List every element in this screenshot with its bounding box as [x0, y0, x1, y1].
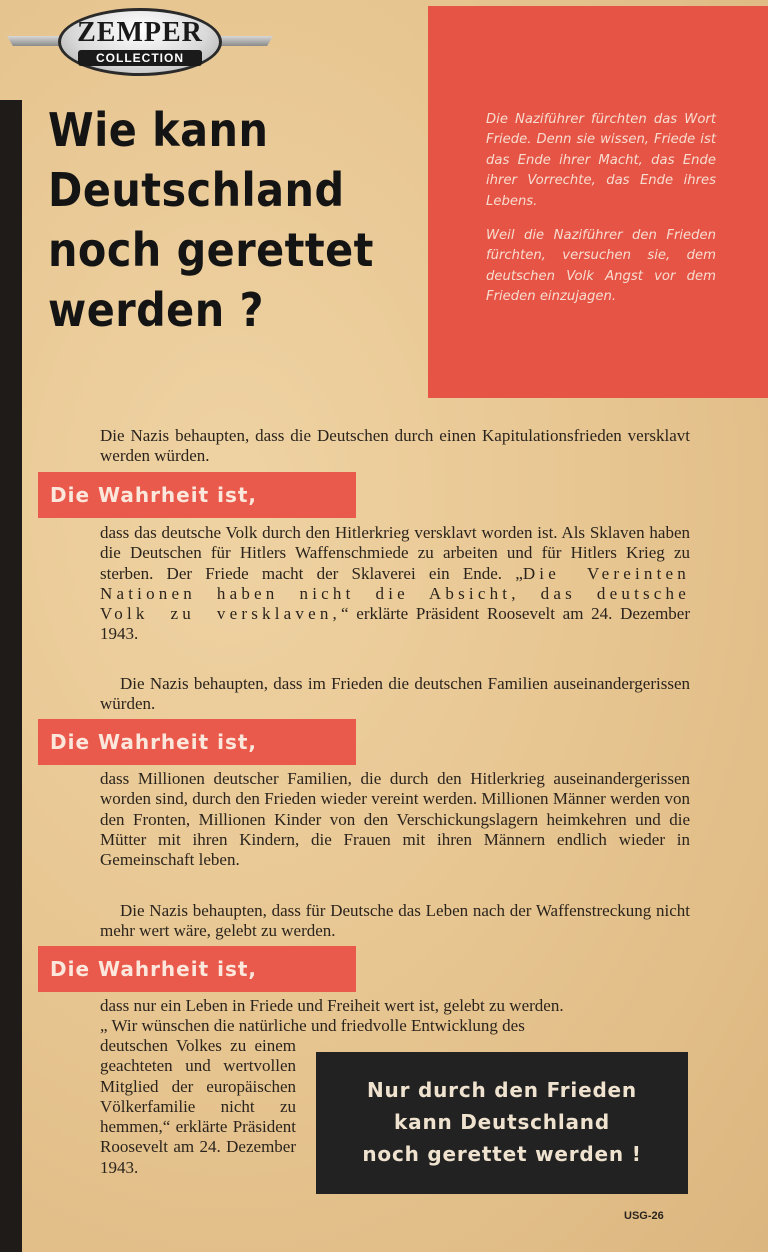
logo-brand: ZEMPER [77, 17, 203, 48]
red-info-box [428, 6, 768, 398]
claim-1: Die Nazis behaupten, dass die Deutschen durch einen Kapitulationsfrieden versklavt werden würden. [100, 426, 690, 466]
truth-3-line-2: „ Wir wünschen die natürliche und friedvolle Entwicklung des [100, 1016, 525, 1035]
red-box-paragraph-2: Weil die Naziführer den Frieden fürchten, versuchen sie, dem deutschen Volk Angst vor dem Frieden einzujagen. [486, 228, 716, 305]
truth-1 [100, 523, 690, 645]
headline-line-4: werden ? [48, 283, 264, 337]
truth-3-column: deutschen Volkes zu einem geachteten und wertvollen Mitglied der europäischen Völkerfamilie nicht zu hemmen,“ erklärte Präsident Roosevelt am 24. Dezember 1943. [100, 1036, 296, 1177]
truth-banner-2: Die Wahrheit ist, [38, 719, 356, 765]
black-slogan-box [316, 1052, 688, 1194]
headline-line-1: Wie kann [48, 103, 269, 157]
slogan-line-1: Nur durch den Frieden [367, 1078, 637, 1102]
leaflet-code: USG-26 [624, 1210, 664, 1222]
truth-1-text: dass das deutsche Volk durch den Hitlerkrieg versklavt worden ist. Als Sklaven haben die Deutschen für Hitlers Waffenschmiede zu arbeiten und für Hitlers Krieg zu sterben. Der Friede macht der Sklaverei ein Ende. „ [100, 523, 690, 583]
headline-line-3: noch gerettet [48, 223, 374, 277]
truth-1-quote: Die Vereinten Nationen haben nicht die Absicht, das deutsche Volk zu versklaven, [100, 563, 690, 624]
logo-badge [58, 8, 222, 76]
logo-sub: COLLECTION [78, 50, 202, 66]
truth-1-attribution: “ erklärte Präsident Roosevelt am 24. Dezember 1943. [100, 604, 690, 644]
truth-3-line-1: dass nur ein Leben in Friede und Freiheit wert ist, gelebt zu werden. [100, 996, 564, 1015]
claim-2: Die Nazis behaupten, dass im Frieden die deutschen Familien auseinandergerissen würden. [100, 674, 690, 714]
black-spine [0, 100, 22, 1252]
zemper-logo [10, 6, 270, 78]
truth-2: dass Millionen deutscher Familien, die durch den Hitlerkrieg auseinandergerissen worden sind, durch den Frieden wieder vereint werden. Millionen Männer werden von den Fronten, Millionen Kinder von den Verschickungslagern heimkehren und die Mütter mit ihren Kindern, die Frauen mit ihren Männern endlich wieder in Gemeinschaft leben. [100, 769, 690, 870]
headline-line-2: Deutschland [48, 163, 345, 217]
headline [48, 100, 390, 340]
truth-banner-3: Die Wahrheit ist, [38, 946, 356, 992]
slogan-line-2: kann Deutschland [394, 1110, 610, 1134]
truth-banner-1: Die Wahrheit ist, [38, 472, 356, 518]
slogan-line-3: noch gerettet werden ! [362, 1142, 642, 1166]
claim-3: Die Nazis behaupten, dass für Deutsche das Leben nach der Waffenstreckung nicht mehr wert wäre, gelebt zu werden. [100, 901, 690, 941]
red-box-paragraph-1: Die Naziführer fürchten das Wort Friede. Denn sie wissen, Friede ist das Ende ihrer Macht, das Ende ihrer Vorrechte, das Ende ihres Lebens. [486, 112, 716, 209]
